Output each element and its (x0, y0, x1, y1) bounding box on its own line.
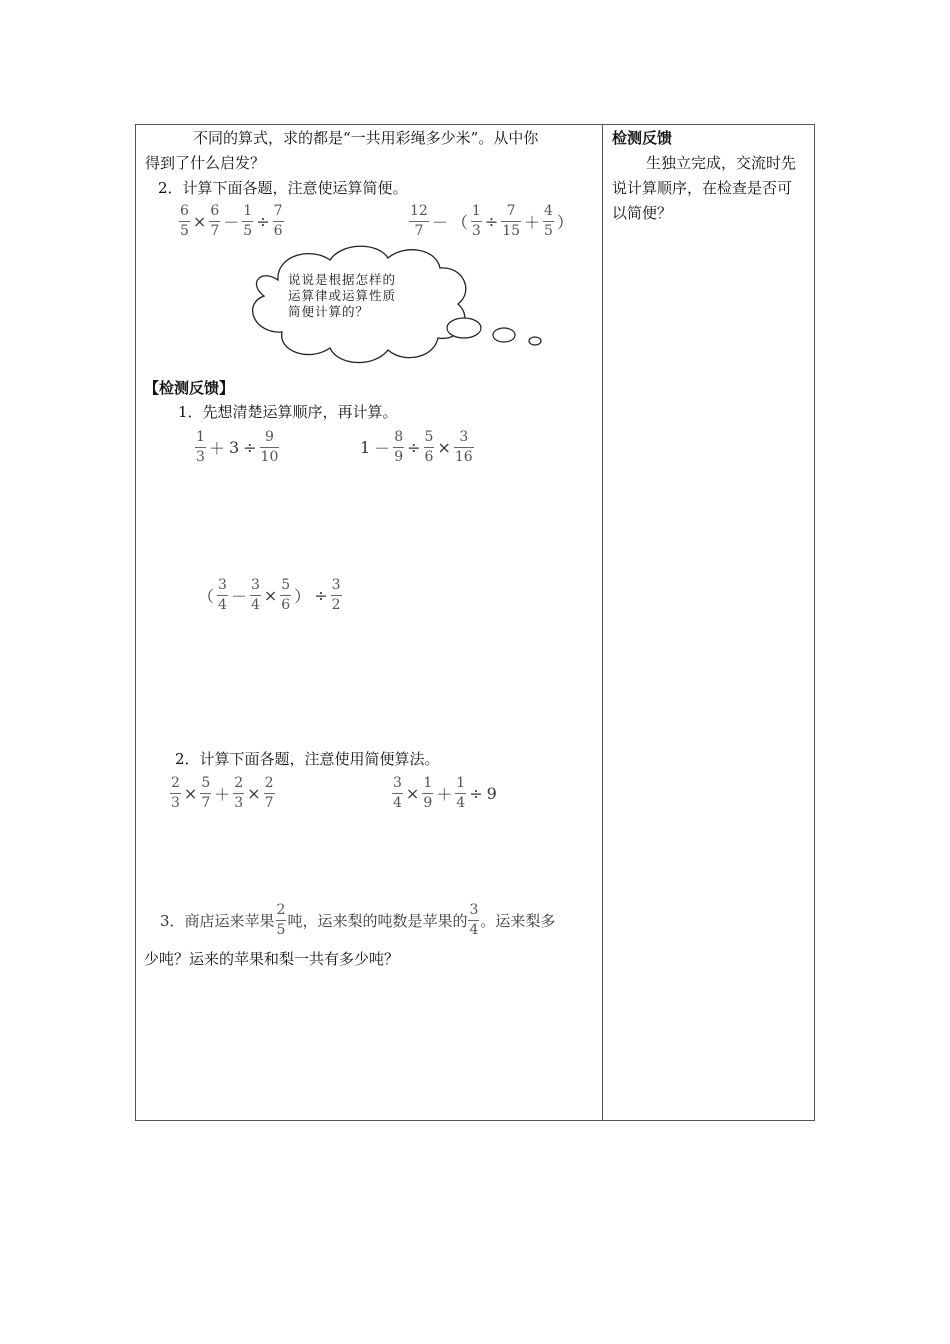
expression-a: $\frac{6}{5}$ × $\frac{6}{7}$ － $\frac{1}{5}$ ÷ $\frac{7}{6}$ (180, 203, 283, 239)
right-title: 检测反馈 (612, 129, 673, 147)
intro-line-1: 不同的算式，求的都是“一共用彩绳多少米”。从中你 (193, 129, 539, 147)
expression-h: $\frac{3}{4}$ × $\frac{1}{9}$ ＋ $\frac{1}{4}$ ÷ 9 (393, 775, 497, 811)
column-divider (602, 124, 603, 1121)
expression-b: $\frac{12}{7}$ － （ $\frac{1}{3}$ ÷ $\frac{7}{15}$ ＋ $\frac{4}{5}$ ） (410, 203, 573, 239)
right-line-2: 说计算顺序，在检查是否可 (612, 179, 793, 197)
expression-g: $\frac{2}{3}$ × $\frac{5}{7}$ ＋ $\frac{2}{3}$ × $\frac{2}{7}$ (171, 775, 274, 811)
right-line-1: 生独立完成，交流时先 (646, 154, 797, 172)
section-1-title: 1．先想清楚运算顺序，再计算。 (178, 403, 398, 421)
cloud-text: 说说是根据怎样的运算律或运算性质简便计算的？ (288, 272, 397, 319)
question-2-title: 2．计算下面各题，注意使运算简便。 (158, 179, 408, 197)
question-3-line-2: 少吨？运来的苹果和梨一共有多少吨？ (144, 950, 400, 968)
expression-d: 1 － $\frac{8}{9}$ ÷ $\frac{5}{6}$ × $\frac{3}{16}$ (360, 429, 473, 465)
question-3-line-1: 3．商店运来苹果 $\frac{2}{5}$ 吨，运来梨的吨数是苹果的 $\frac{3}{4}$ 。运来梨多 (160, 902, 556, 938)
right-line-3: 以简便？ (612, 204, 673, 222)
expression-e: （ $\frac{3}{4}$ － $\frac{3}{4}$ × $\frac{5}{6}$ ） ÷ $\frac{3}{2}$ (198, 577, 341, 613)
section-title: 【检测反馈】 (144, 379, 235, 397)
intro-line-2: 得到了什么启发？ (145, 154, 266, 172)
section-2-title: 2．计算下面各题，注意使用简便算法。 (175, 750, 440, 768)
expression-c: $\frac{1}{3}$ ＋ 3 ÷ $\frac{9}{10}$ (196, 429, 279, 465)
